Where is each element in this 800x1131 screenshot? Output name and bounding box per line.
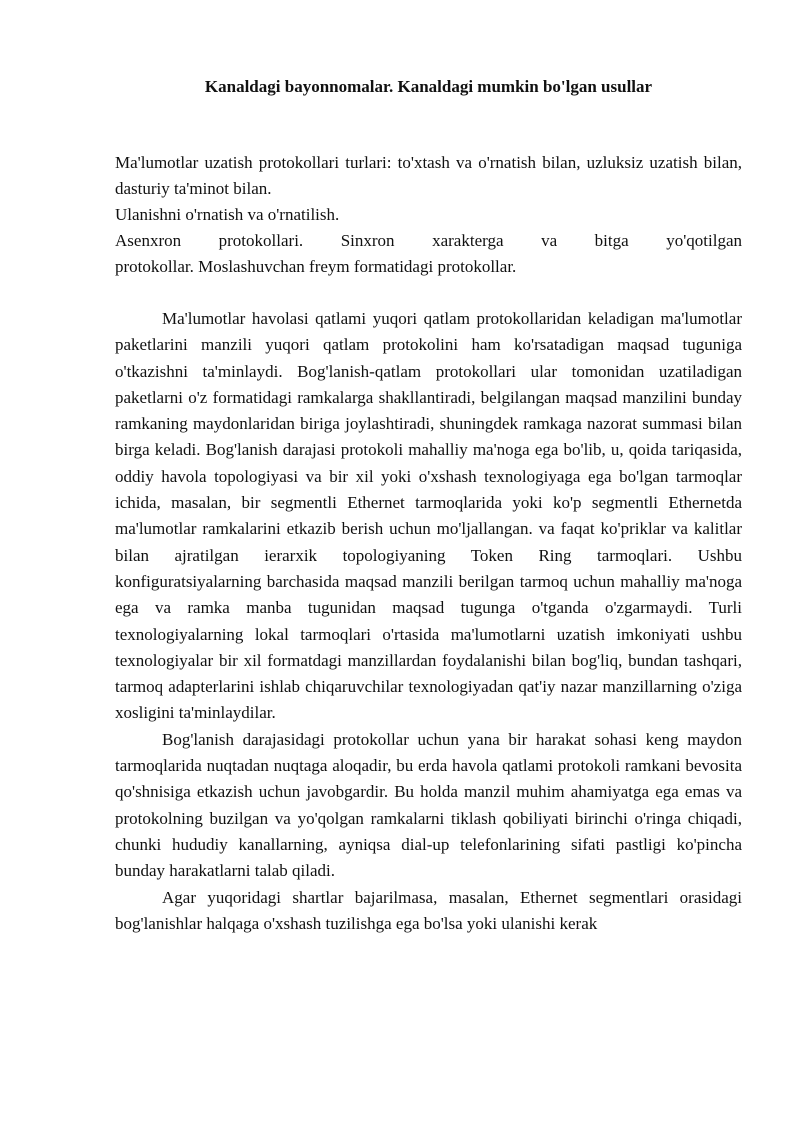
paragraph-conditions: Agar yuqoridagi shartlar bajarilmasa, masalan, Ethernet segmentlari orasidagi bog'lanishlar halqaga o'xshash tuzilishga ega bo'lsa yoki ulanishi kerak [115,887,742,933]
paragraph-wan-point-to-point: Bog'lanish darajasidagi protokollar uchun yana bir harakat sohasi keng maydon tarmoqlarida nuqtadan nuqtaga aloqadir, bu erda havola qatlami protokoli ramkani bevosita qo'shnisiga etkazish uchun javobgardir. Bu holda manzil muhim ahamiyatga ega emas va protokolning buzilgan va yo'qolgan ramkalarni tiklash qobiliyati birinchi o'ringa chiqadi, chunki hududiy kanallarning, ayniqsa dial-up telefonlarining sifati pastligi ko'pincha bunday harakatlarni talab qiladi. [115,729,742,881]
paragraph-data-link-layer: Ma'lumotlar havolasi qatlami yuqori qatlam protokollaridan keladigan ma'lumotlar paketlarini manzili yuqori qatlam protokolini ham ko'rsatadigan maqsad tuguniga o'tkazishni ta'minlaydi. Bog'lanish-qatlam protokollari ular tomonidan uzatiladigan paketlarni o'z formatidagi ramkalarga shakllantiradi, belgilangan maqsad manzilini bunday ramkaning maydonlaridan biriga joylashtiradi, shuningdek ramkaga nazorat summasi bilan birga keladi. Bog'lanish darajasi protokoli mahalliy ma'noga ega bo'lib, u, qoida tariqasida, oddiy havola topologiyasi va bir xil yoki o'xshash texnologiyaga ega bo'lgan tarmoqlar ichida, masalan, bir segmentli Ethernet tarmoqlarida yoki ko'p segmentli Ethernetda ma'lumotlar ramkalarini etkazib berish uchun mo'ljallangan. va faqat ko'priklar va kalitlar bilan ajratilgan ierarxik topologiyaning Token Ring tarmoqlari. Ushbu konfiguratsiyalarning barchasida maqsad manzili berilgan tarmoq uchun mahalliy ma'noga ega va ramka manba tugunidan maqsad tugunga o'tganda o'zgarmaydi. Turli texnologiyalarning lokal tarmoqlari o'rtasida ma'lumotlarni uzatish imkoniyati ushbu texnologiyalar bir xil formatdagi manzillardan foydalanishi bilan bog'liq, bundan tashqari, tarmoq adapterlarini ishlab chiqaruvchilar texnologiyadan qat'iy nazar manzillarning o'ziga xosligini ta'minlaydilar. [115,309,742,723]
intro-line-protocol-types: Ma'lumotlar uzatish protokollari turlari: to'xtash va o'rnatish bilan, uzluksiz uzatish bilan, dasturiy ta'minot bilan. [115,153,742,198]
intro-line-async-sync: Asenxron protokollari. Sinxron xarakterga va bitga yo'qotilgan [115,231,742,250]
document-title: Kanaldagi bayonnomalar. Kanaldagi mumkin bo'lgan usullar [204,77,653,96]
intro-line-connection: Ulanishni o'rnatish va o'rnatilish. [115,205,340,224]
document-page [115,70,742,937]
spacer [115,280,742,306]
intro-line-flexible-frame: protokollar. Moslashuvchan freym formatidagi protokollar. [115,257,517,276]
